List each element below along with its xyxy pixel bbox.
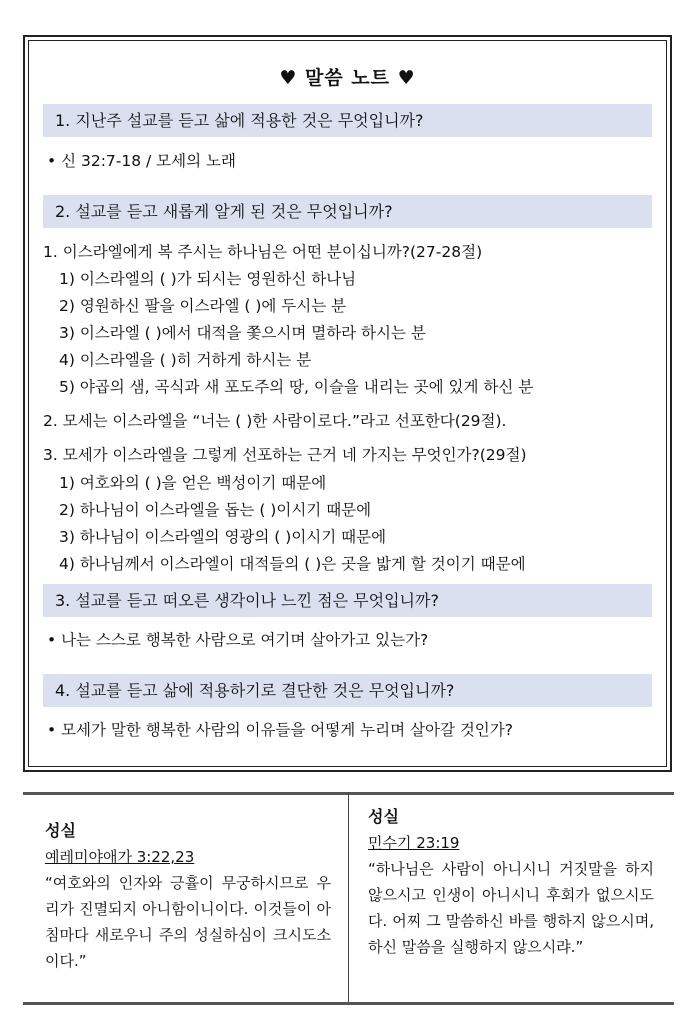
question-3-item: 3) 하나님이 이스라엘의 영광의 ( )이시기 때문에 bbox=[59, 528, 387, 546]
section-4-heading: 4. 설교를 듣고 삶에 적용하기로 결단한 것은 무엇입니까? bbox=[43, 674, 652, 707]
section-4-bullet: • 모세가 말한 행복한 사람의 이유들을 어떻게 누리며 살아갈 것인가? bbox=[47, 721, 513, 739]
section-3-bullet: • 나는 스스로 행복한 사람으로 여기며 살아가고 있는가? bbox=[47, 631, 429, 649]
section-2-heading: 2. 설교를 듣고 새롭게 알게 된 것은 무엇입니까? bbox=[43, 195, 652, 228]
question-1-item: 5) 야곱의 샘, 곡식과 새 포도주의 땅, 이슬을 내리는 곳에 있게 하신 분 bbox=[59, 378, 534, 396]
question-3-item: 4) 하나님께서 이스라엘이 대적들의 ( )은 곳을 밟게 할 것이기 때문에 bbox=[59, 555, 526, 573]
scripture-boxes bbox=[23, 792, 674, 1005]
question-1-item: 4) 이스라엘을 ( )히 거하게 하시는 분 bbox=[59, 351, 312, 369]
question-1-item: 2) 영원하신 팔을 이스라엘 ( )에 두시는 분 bbox=[59, 297, 347, 315]
right-scripture bbox=[368, 804, 654, 960]
left-scripture bbox=[45, 818, 331, 974]
page-title: ♥ 말씀 노트 ♥ bbox=[279, 67, 416, 89]
left-verse-text: “여호와의 인자와 긍휼이 무궁하시므로 우리가 진멸되지 아니함이니이다. 이것들이 아침마다 새로우니 주의 성실하심이 크시도소이다.” bbox=[45, 874, 331, 970]
left-heading: 성실 bbox=[45, 821, 76, 840]
question-1-item: 3) 이스라엘 ( )에서 대적을 쫓으시며 멸하라 하시는 분 bbox=[59, 324, 426, 342]
right-reference: 민수기 23:19 bbox=[368, 834, 460, 852]
right-verse-text: “하나님은 사람이 아니시니 거짓말을 하지 않으시고 인생이 아니시니 후회가 없으시도다. 어찌 그 말씀하신 바를 행하지 않으시며, 하신 말씀을 실행하지 않으시랴.” bbox=[368, 860, 654, 956]
section-3-heading: 3. 설교를 듣고 떠오른 생각이나 느낀 점은 무엇입니까? bbox=[43, 584, 652, 617]
sermon-note-inner bbox=[28, 40, 667, 767]
question-3-item: 2) 하나님이 이스라엘을 돕는 ( )이시기 때문에 bbox=[59, 501, 372, 519]
question-1-item: 1) 이스라엘의 ( )가 되시는 영원하신 하나님 bbox=[59, 270, 357, 288]
section-1-heading: 1. 지난주 설교를 듣고 삶에 적용한 것은 무엇입니까? bbox=[43, 104, 652, 137]
sermon-note-box bbox=[23, 35, 672, 772]
column-divider bbox=[348, 792, 349, 1005]
section-1-bullet: • 신 32:7-18 / 모세의 노래 bbox=[47, 152, 236, 170]
left-reference: 예레미야애가 3:22,23 bbox=[45, 848, 195, 866]
question-3: 3. 모세가 이스라엘을 그렇게 선포하는 근거 네 가지는 무엇인가?(29절) bbox=[43, 446, 527, 464]
bottom-divider bbox=[23, 1002, 674, 1005]
question-1: 1. 이스라엘에게 복 주시는 하나님은 어떤 분이십니까?(27-28절) bbox=[43, 243, 483, 261]
right-heading: 성실 bbox=[368, 807, 399, 826]
question-3-item: 1) 여호와의 ( )을 얻은 백성이기 때문에 bbox=[59, 474, 327, 492]
question-2: 2. 모세는 이스라엘을 “너는 ( )한 사람이로다.”라고 선포한다(29절). bbox=[43, 412, 507, 430]
